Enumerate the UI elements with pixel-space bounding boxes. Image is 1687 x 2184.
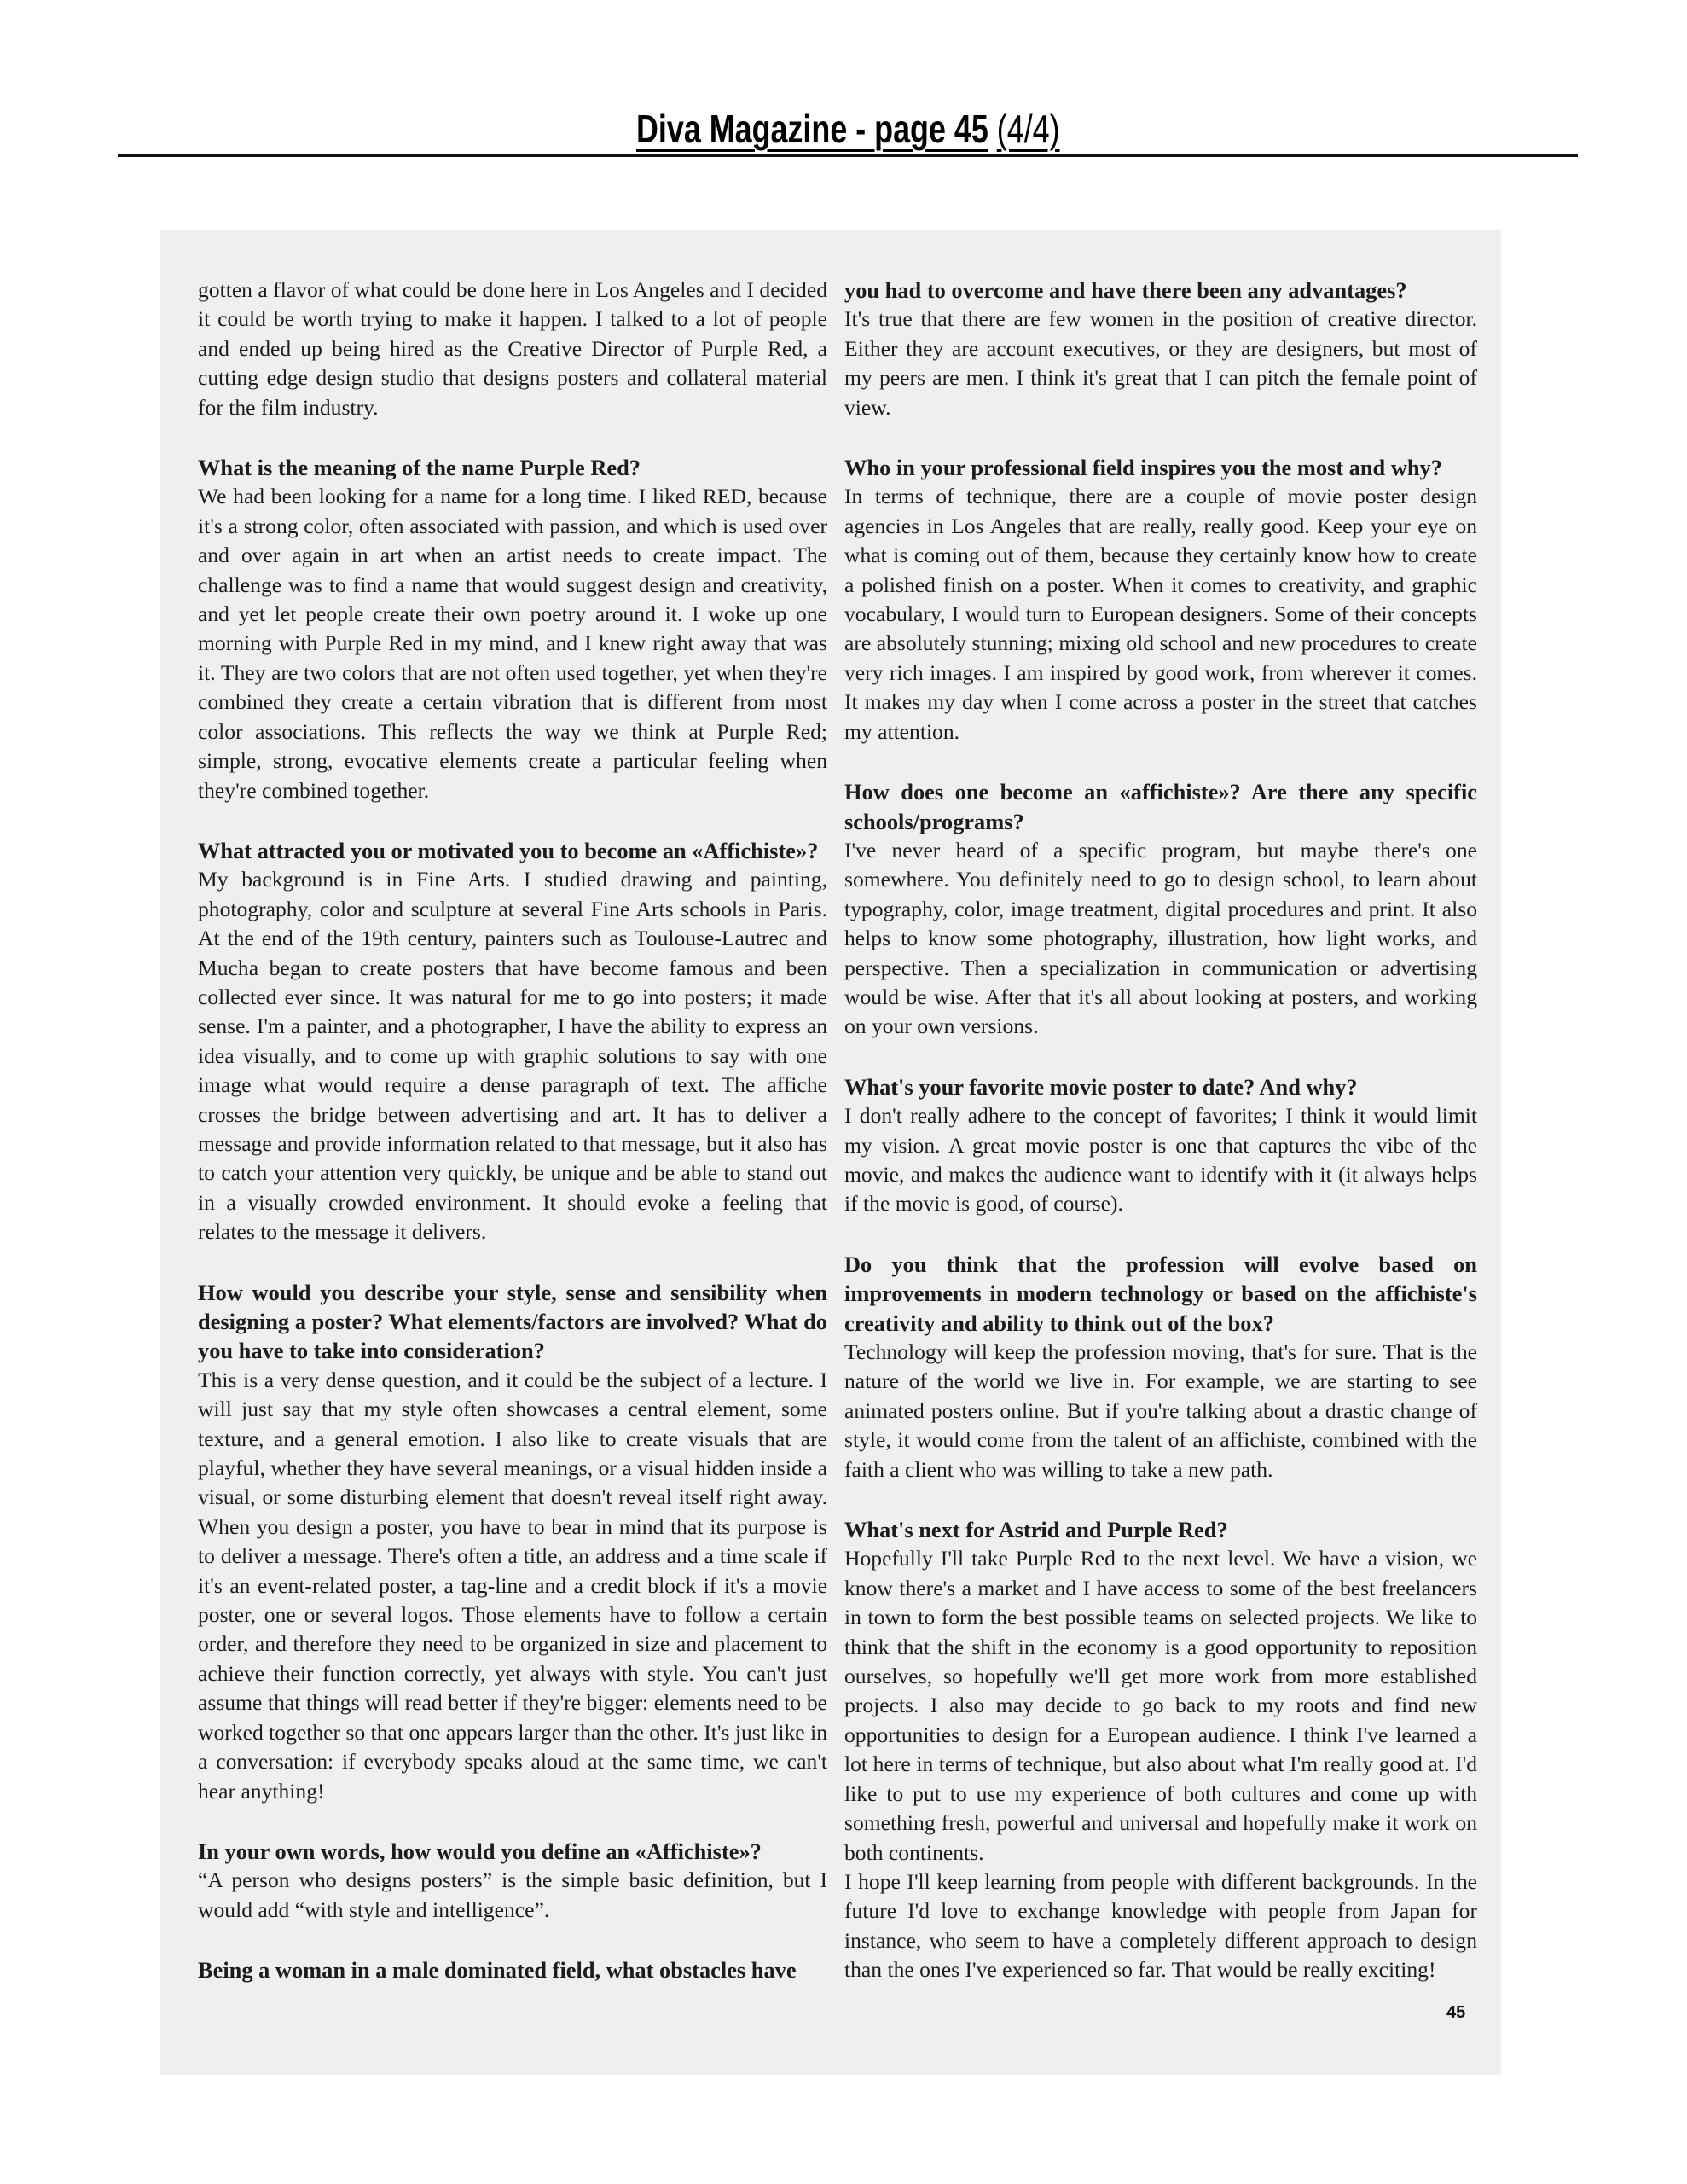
paragraph: My background is in Fine Arts. I studied drawing and painting, photography, color and sculpture at several Fine Arts schools in Paris. At the end of the 19th century, painters such as Toulouse-Lautrec and Mucha began to create posters that have become famous and been collected ever since. It was natural for me to go into posters; it made sense. I'm a painter, and a photographer, I have the ability to express an idea visually, and to come up with graphic solutions to say with one image what would require a dense paragraph of text. The affiche crosses the bridge between advertising and art. It has to deliver a message and provide information related to that message, but it also has to catch your attention very quickly, be unique and be able to stand out in a visually crowded environment. It should evoke a feeling that relates to the message it delivers. (198, 867, 827, 1245)
paragraph: I don't really adhere to the concept of favorites; I think it would limit my vision. A great movie poster is one that captures the vibe of the movie, and makes the audience want to identify with it (it always helps if the movie is good, of course). (844, 1103, 1477, 1217)
paragraph: Technology will keep the profession moving, that's for sure. That is the nature of the world we live in. For example, we are starting to see animated posters online. But if you're talking about a drastic change of style, it would come from the talent of an affichiste, combined with the faith a client who was willing to take a new path. (844, 1339, 1477, 1482)
interview-question: Who in your professional field inspires you the most and why? (844, 455, 1442, 481)
interview-question: How would you describe your style, sense and sensibility when designing a poster? What elements/factors are involved? What do you have to take into consideration? (198, 1279, 827, 1364)
left-column (198, 276, 827, 1985)
paragraph: I hope I'll keep learning from people with different backgrounds. In the future I'd love to exchange knowledge with people from Japan for instance, who seem to have a completely different approach to design than the ones I've experienced so far. That would be really exciting! (844, 1868, 1477, 1983)
right-column (844, 276, 1477, 1985)
interview-question: Being a woman in a male dominated field, what obstacles have (198, 1957, 797, 1984)
page-title (636, 104, 1060, 154)
interview-question: Do you think that the profession will evolve based on improvements in modern technology or based on the affichiste's creativity and ability to think out of the box? (844, 1251, 1477, 1336)
page-part-indicator: (4/4) (996, 107, 1060, 151)
paragraph: “A person who designs posters” is the simple basic definition, but I would add “with style and intelligence”. (198, 1867, 827, 1922)
paragraph: It's true that there are few women in the position of creative director. Either they are account executives, or they are designers, but most of my peers are men. I think it's great that I can pitch the female point of view. (844, 306, 1477, 420)
paragraph: This is a very dense question, and it could be the subject of a lecture. I will just say that my style often showcases a central element, some texture, and a general emotion. I also like to create visuals that are playful, whether they have several meanings, or a visual hidden inside a visual, or some disturbing element that doesn't reveal itself right away. When you design a poster, you have to bear in mind that its purpose is to deliver a message. There's often a title, an address and a time scale if it's an event-related poster, a tag-line and a credit block if it's a movie poster, one or several logos. Those elements have to follow a certain order, and therefore they need to be organized in size and placement to achieve their function correctly, yet always with style. You can't just assume that things will read better if they're bigger: elements need to be worked together so that one appears larger than the other. It's just like in a conversation: if everybody speaks aloud at the same time, we can't hear anything! (198, 1367, 827, 1804)
paragraph: gotten a flavor of what could be done here in Los Angeles and I decided it could be worth trying to make it happen. I talked to a lot of people and ended up being hired as the Creative Director of Purple Red, a cutting edge design studio that designs posters and collateral material for the film industry. (198, 277, 827, 420)
interview-question: How does one become an «affichiste»? Are there any specific schools/programs? (844, 779, 1477, 834)
interview-question: What's next for Astrid and Purple Red? (844, 1517, 1228, 1543)
paragraph: We had been looking for a name for a long time. I liked RED, because it's a strong color, often associated with passion, and which is used over and over again in art when an artist needs to create impact. The challenge was to find a name that would suggest design and creativity, and yet let people create their own poetry around it. I woke up one morning with Purple Red in my mind, and I knew right away that was it. They are two colors that are not often used together, yet when they're combined they create a certain vibration that is different from most color associations. This reflects the way we think at Purple Red; simple, strong, evocative elements create a particular feeling when they're combined together. (198, 484, 827, 803)
interview-question: What attracted you or motivated you to become an «Affichiste»? (198, 837, 819, 863)
interview-question: What's your favorite movie poster to date? And why? (844, 1073, 1358, 1100)
paragraph: In terms of technique, there are a couple of movie poster design agencies in Los Angeles that are really, really good. Keep your eye on what is coming out of them, because they certainly know how to create a polished finish on a poster. When it comes to creativity, and graphic vocabulary, I would turn to European designers. Some of their concepts are absolutely stunning; mixing old school and new procedures to create very rich images. I am inspired by good work, from wherever it comes. It makes my day when I come across a poster in the street that catches my attention. (844, 484, 1477, 744)
magazine-title: Diva Magazine - page 45 (635, 107, 988, 151)
paragraph: I've never heard of a specific program, but maybe there's one somewhere. You definitely need to go to design school, to learn about typography, color, image treatment, digital procedures and print. It also helps to know some photography, illustration, how light works, and perspective. Then a specialization in communication or advertising would be wise. After that it's all about looking at posters, and working on your own versions. (844, 837, 1477, 1039)
interview-question: In your own words, how would you define an «Affichiste»? (198, 1838, 762, 1864)
page-number: 45 (1446, 2003, 1466, 2022)
interview-question: What is the meaning of the name Purple Red? (198, 455, 641, 481)
paragraph: Hopefully I'll take Purple Red to the next level. We have a vision, we know there's a market and I have access to some of the best freelancers in town to form the best possible teams on selected projects. We like to think that the shift in the economy is a good opportunity to reposition ourselves, so hopefully we'll get more work from more established projects. I also may decide to go back to my roots and find new opportunities to design for a European audience. I think I've learned a lot here in terms of technique, but also about what I'm really good at. I'd like to put to use my experience of both cultures and come up with something fresh, powerful and universal and hopefully make it work on both continents. (844, 1546, 1477, 1865)
interview-question: you had to overcome and have there been any advantages? (844, 277, 1407, 303)
page-header (118, 104, 1578, 157)
